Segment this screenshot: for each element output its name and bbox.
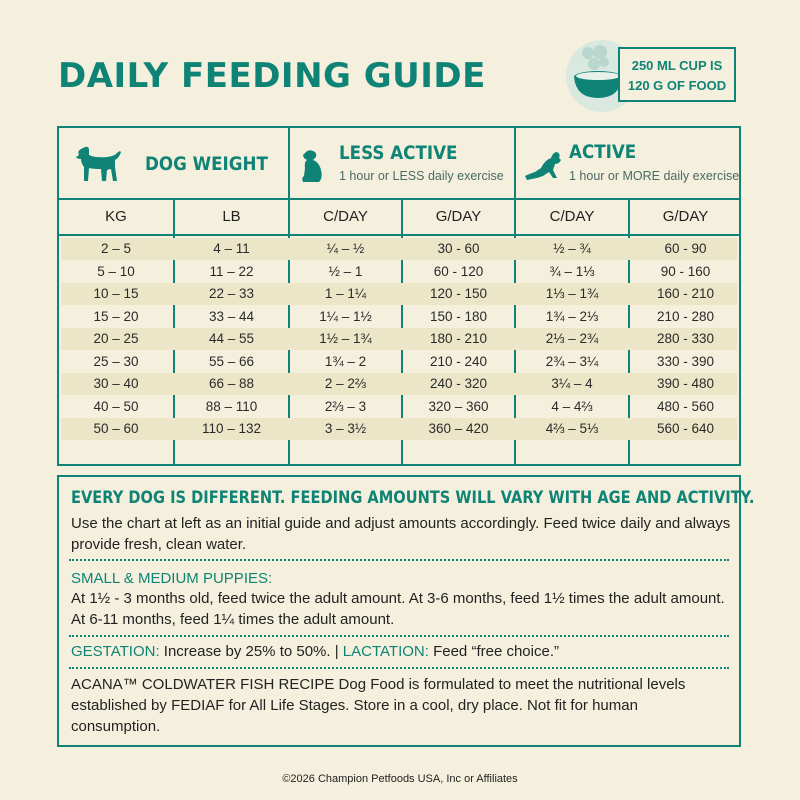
table-cell: 2 – 2⅔ bbox=[324, 376, 367, 391]
table-cell: 20 – 25 bbox=[93, 331, 139, 346]
table-cell: 30 - 60 bbox=[437, 241, 480, 256]
column-header-active-cups: C/DAY bbox=[549, 208, 595, 225]
table-cell: 120 - 150 bbox=[429, 286, 488, 301]
dog-standing-icon bbox=[73, 141, 123, 190]
table-cell: 390 - 480 bbox=[656, 376, 715, 391]
table-cell: 1¼ – 1½ bbox=[319, 308, 372, 324]
table-cell: 22 – 33 bbox=[208, 286, 255, 301]
gestation-label: GESTATION: bbox=[71, 643, 160, 660]
table-cell: ½ – ¾ bbox=[553, 241, 591, 256]
table-cell: 240 - 320 bbox=[429, 376, 488, 391]
gestation-lactation-line bbox=[71, 641, 731, 662]
table-cell: 3 – 3½ bbox=[324, 421, 367, 436]
table-cell: 60 - 120 bbox=[433, 263, 484, 279]
table-cell: 4⅔ – 5⅓ bbox=[545, 421, 599, 436]
table-cell: 33 – 44 bbox=[208, 308, 255, 324]
table-cell: 210 - 240 bbox=[429, 353, 488, 369]
table-cell: 360 – 420 bbox=[428, 421, 489, 436]
dog-playing-icon bbox=[523, 146, 563, 189]
column-header-less-grams: G/DAY bbox=[435, 208, 482, 225]
table-cell: 210 - 280 bbox=[656, 308, 715, 324]
table-cell: ¼ – ½ bbox=[326, 241, 365, 256]
cup-note-line-2: 120 G OF FOOD bbox=[627, 78, 727, 93]
table-cell: 5 – 10 bbox=[97, 263, 135, 279]
table-cell: 50 – 60 bbox=[93, 421, 139, 436]
less-active-header: LESS ACTIVE bbox=[339, 142, 458, 164]
nutrition-statement: ACANA™ COLDWATER FISH RECIPE Dog Food is formulated to meet the nutritional levels established by FEDIAF for All Life Stages. Store in a cool, dry place. Not fit for human consumption. bbox=[71, 676, 686, 735]
table-cell: 110 – 132 bbox=[201, 421, 262, 436]
table-cell: 1½ – 1¾ bbox=[319, 331, 372, 346]
dog-weight-header: DOG WEIGHT bbox=[145, 153, 268, 175]
table-cell: 150 - 180 bbox=[429, 308, 488, 324]
table-cell: 4 – 4⅔ bbox=[551, 398, 593, 414]
page-title: DAILY FEEDING GUIDE bbox=[58, 56, 486, 96]
column-header-less-cups: C/DAY bbox=[323, 208, 368, 225]
puppies-label: SMALL & MEDIUM PUPPIES: bbox=[71, 570, 273, 587]
table-cell: 320 – 360 bbox=[428, 398, 489, 414]
active-subtitle: 1 hour or MORE daily exercise bbox=[569, 169, 740, 183]
table-cell: 180 - 210 bbox=[429, 331, 488, 346]
table-cell: 40 – 50 bbox=[93, 398, 139, 414]
table-cell: 66 – 88 bbox=[208, 376, 255, 391]
table-cell: 15 – 20 bbox=[93, 308, 139, 324]
less-active-subtitle: 1 hour or LESS daily exercise bbox=[339, 169, 504, 183]
column-header-active-grams: G/DAY bbox=[662, 208, 709, 225]
column-header-lb: LB bbox=[222, 208, 241, 225]
table-cell: 2⅔ – 3 bbox=[324, 398, 367, 414]
table-cell: 560 - 640 bbox=[656, 421, 715, 436]
table-cell: 4 – 11 bbox=[213, 241, 250, 256]
table-cell: 55 – 66 bbox=[208, 353, 255, 369]
table-cell: 1¾ – 2 bbox=[324, 353, 367, 369]
notes-intro: Use the chart at left as an initial guide and adjust amounts accordingly. Feed twice daily and always provide fresh, clean water. bbox=[71, 515, 731, 553]
dog-sitting-icon bbox=[297, 148, 327, 189]
table-cell: 44 – 55 bbox=[208, 331, 255, 346]
table-cell: 90 - 160 bbox=[660, 263, 711, 279]
table-cell: ¾ – 1⅓ bbox=[549, 263, 595, 279]
table-cell: 160 - 210 bbox=[656, 286, 715, 301]
cup-note-line-1: 250 ML CUP IS bbox=[631, 58, 723, 73]
table-cell: 88 – 110 bbox=[205, 398, 258, 414]
table-cell: 2⅓ – 2¾ bbox=[545, 331, 599, 346]
notes-headline: EVERY DOG IS DIFFERENT. FEEDING AMOUNTS WILL VARY WITH AGE AND ACTIVITY. bbox=[71, 488, 755, 508]
table-cell: ½ – 1 bbox=[328, 263, 363, 279]
table-cell: 1⅓ – 1¾ bbox=[545, 286, 599, 301]
gestation-text: Increase by 25% to 50%. | bbox=[159, 643, 343, 660]
table-cell: 280 - 330 bbox=[656, 331, 715, 346]
copyright-footer: ©2026 Champion Petfoods USA, Inc or Affiliates bbox=[282, 773, 518, 785]
active-header: ACTIVE bbox=[569, 141, 637, 163]
column-header-kg: KG bbox=[105, 208, 127, 225]
lactation-label: LACTATION: bbox=[342, 643, 429, 660]
table-cell: 1 – 1¼ bbox=[324, 286, 367, 301]
table-cell: 2 – 5 bbox=[100, 241, 132, 256]
table-cell: 25 – 30 bbox=[93, 353, 139, 369]
table-cell: 60 - 90 bbox=[664, 241, 707, 256]
cup-conversion-note bbox=[618, 47, 736, 102]
lactation-text: Feed “free choice.” bbox=[428, 643, 559, 660]
table-cell: 2¾ – 3¼ bbox=[545, 353, 599, 369]
table-cell: 30 – 40 bbox=[93, 376, 139, 391]
table-cell: 1¾ – 2⅓ bbox=[545, 308, 599, 324]
table-cell: 11 – 22 bbox=[209, 263, 254, 279]
table-cell: 330 - 390 bbox=[656, 353, 715, 369]
feeding-notes bbox=[57, 475, 755, 747]
feeding-table bbox=[57, 126, 741, 466]
table-cell: 480 - 560 bbox=[656, 398, 715, 414]
puppies-text: At 1½ - 3 months old, feed twice the adult amount. At 3-6 months, feed 1½ times the adult amount. At 6-11 months, feed 1¼ times the adult amount. bbox=[71, 590, 725, 628]
table-cell: 10 – 15 bbox=[93, 286, 139, 301]
table-cell: 3¼ – 4 bbox=[551, 376, 593, 391]
